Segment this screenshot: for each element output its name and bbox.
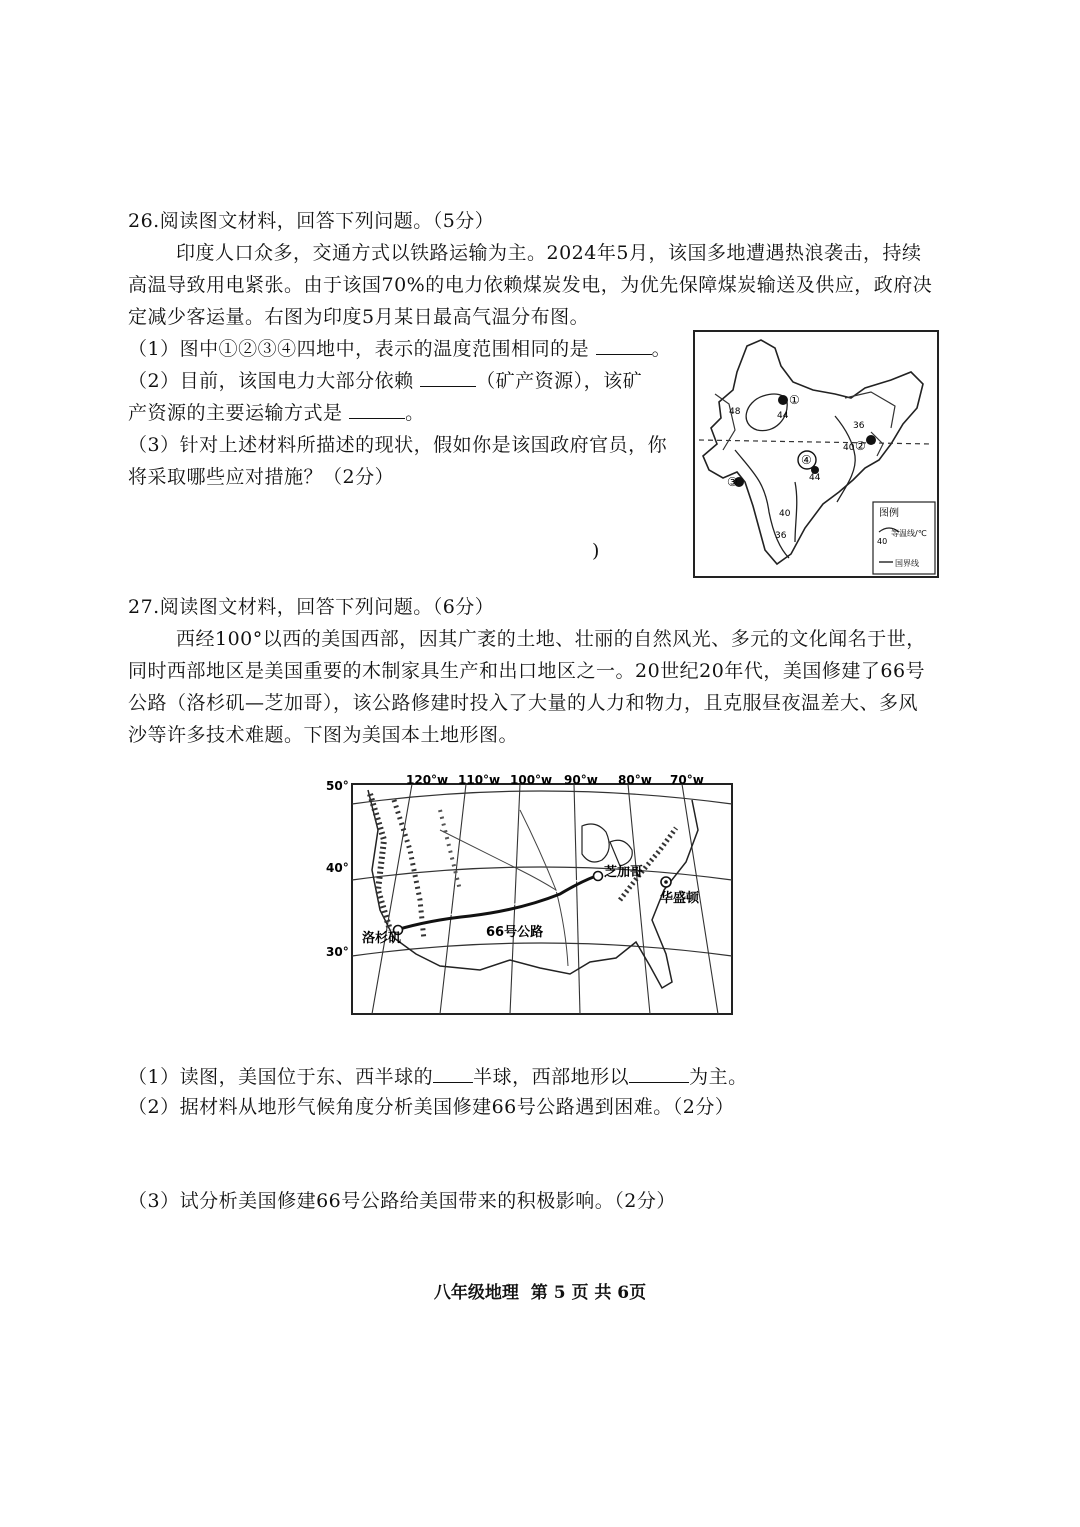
q26-para-line-1: 印度人口众多，交通方式以铁路运输为主。2024年5月，该国多地遭遇热浪袭击，持续	[176, 242, 922, 264]
isotherm-value: 40	[779, 509, 791, 519]
q26-title: 26.阅读图文材料，回答下列问题。（5分）	[128, 210, 495, 232]
marker-1-dot	[778, 395, 788, 405]
q27-para-line-3: 公路（洛杉矶—芝加哥），该公路修建时投入了大量的人力和物力，且克服昼夜温差大、多风	[128, 692, 919, 714]
city-chicago-label: 芝加哥	[604, 865, 644, 880]
q27-para-line-1: 西经100°以西的美国西部，因其广袤的土地、壮丽的自然风光、多元的文化闻名于世，	[176, 628, 926, 650]
q26-para-line-2: 高温导致用电紧张。由于该国70%的电力依赖煤炭发电，为优先保障煤炭输送及供应，政府决	[128, 274, 933, 296]
lon-label: 90°w	[564, 773, 598, 787]
us-map-svg	[320, 770, 740, 1020]
lon-label: 80°w	[618, 773, 652, 787]
q26-subq2-end: 。	[405, 402, 425, 424]
marker-2-label: ②	[855, 439, 866, 453]
marker-2-dot	[866, 435, 876, 445]
q26-subq3: （3）针对上述材料所描述的现状，假如你是该国政府官员，你	[128, 434, 668, 456]
legend-border-text: 国界线	[895, 559, 919, 568]
india-map-svg	[695, 332, 937, 576]
q26-subq2-answer-blank-1[interactable]	[420, 368, 476, 387]
page-footer	[0, 1278, 1080, 1303]
tropic-line	[699, 440, 933, 444]
lat-label: 40°	[326, 861, 349, 875]
india-temperature-map	[693, 330, 939, 578]
q26-subq1-end: 。	[651, 338, 672, 360]
q26-subq2-cont	[128, 400, 425, 426]
isotherm-value: 48	[729, 407, 741, 417]
q26-subq3-cont: 将采取哪些应对措施？（2分）	[128, 466, 395, 488]
q27-subq1-text-a: （1）读图，美国位于东、西半球的	[128, 1066, 434, 1088]
q26-subq1	[128, 336, 671, 362]
q26-subq2-text: （2）目前，该国电力大部分依赖	[128, 370, 414, 392]
lon-label: 110°w	[458, 773, 501, 787]
us-terrain-map	[320, 770, 740, 1020]
marker-1-label: ①	[789, 393, 800, 407]
lon-label: 120°w	[406, 773, 449, 787]
city-la-label: 洛杉矶	[362, 931, 402, 946]
isotherm-value: 44	[777, 411, 789, 421]
isotherm-value: 44	[809, 473, 821, 483]
q26-subq1-answer-blank[interactable]	[596, 336, 652, 355]
legend-isotherm-text: 等温线/℃	[891, 529, 927, 538]
lat-label: 30°	[326, 945, 349, 959]
lon-label: 70°w	[670, 773, 704, 787]
q26-para-line-3: 定减少客运量。右图为印度5月某日最高气温分布图。	[128, 306, 590, 328]
q26-subq2-text-c: 产资源的主要运输方式是	[128, 402, 343, 424]
q27-para-line-2: 同时西部地区是美国重要的木制家具生产和出口地区之一。20世纪20年代，美国修建了66号	[128, 660, 926, 682]
q27-subq3: （3）试分析美国修建66号公路给美国带来的积极影响。（2分）	[128, 1190, 676, 1212]
isotherm-value: 40	[843, 443, 855, 453]
q27-subq1	[128, 1064, 748, 1090]
footer-subject: 八年级地理	[433, 1283, 519, 1303]
washington-center	[664, 880, 668, 884]
q27-subq2: （2）据材料从地形气候角度分析美国修建66号公路遇到困难。（2分）	[128, 1096, 735, 1118]
isotherm-value: 36	[775, 531, 787, 541]
isotherm-south	[795, 482, 797, 542]
isotherm-value: 36	[853, 421, 865, 431]
q27-para-line-4: 沙等许多技术难题。下图为美国本土地形图。	[128, 724, 519, 746]
q26-subq2-text-b: （矿产资源），该矿	[476, 370, 643, 392]
chicago-dot	[594, 872, 603, 881]
legend-isotherm-value: 40	[877, 537, 888, 546]
marker-4-label: ④	[801, 453, 812, 467]
footer-page-number: 第 5 页 共 6页	[530, 1283, 647, 1303]
legend-title: 图例	[879, 508, 899, 519]
q27-subq1-text-b: 半球，西部地形以	[473, 1066, 630, 1088]
city-washington-label: 华盛顿	[660, 891, 700, 906]
q26-subq2-answer-blank-2[interactable]	[349, 400, 405, 419]
lat-label: 50°	[326, 779, 349, 793]
marker-3-label: ③	[727, 475, 738, 489]
q26-subq2	[128, 368, 642, 394]
q27-subq1-text-c: 为主。	[689, 1066, 748, 1088]
route-66-label: 66号公路	[486, 925, 544, 940]
stray-mark: )	[592, 540, 600, 562]
q27-subq1-answer-blank-1[interactable]	[433, 1064, 473, 1083]
lon-label: 100°w	[510, 773, 553, 787]
q26-subq1-text: （1）图中①②③④四地中，表示的温度范围相同的是	[128, 338, 590, 360]
q27-title: 27.阅读图文材料，回答下列问题。（6分）	[128, 596, 495, 618]
q27-subq1-answer-blank-2[interactable]	[629, 1064, 689, 1083]
